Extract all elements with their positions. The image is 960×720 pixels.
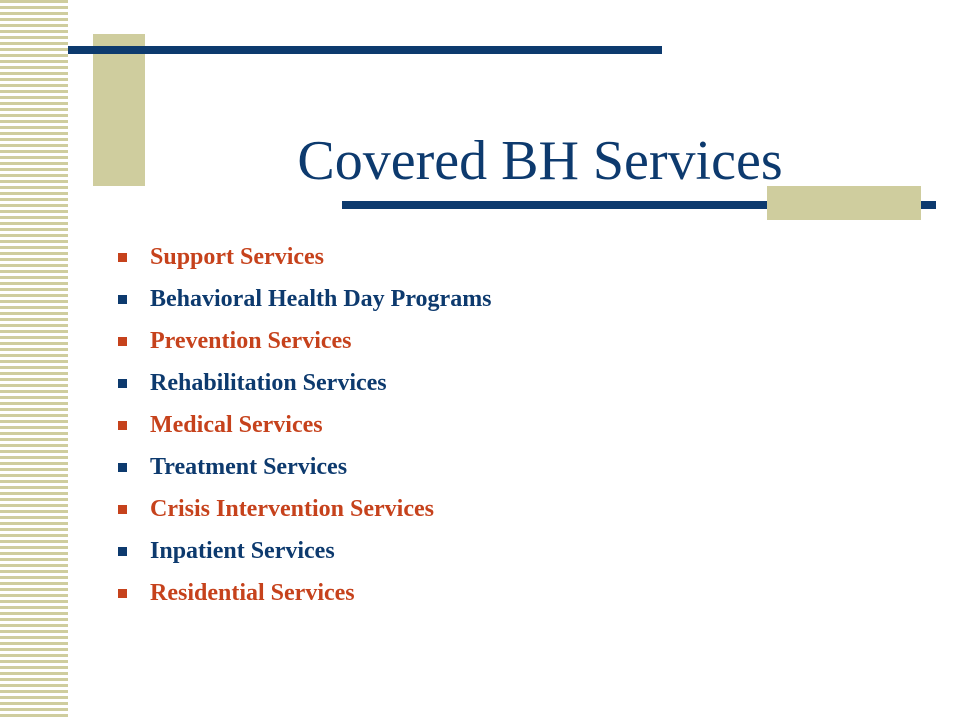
bullet-item: [112, 404, 492, 446]
bullet-label: Residential Services: [150, 579, 355, 606]
bullet-item: [112, 236, 492, 278]
bullet-label: Crisis Intervention Services: [150, 495, 434, 522]
bullet-label: Medical Services: [150, 411, 323, 438]
bullet-item: [112, 320, 492, 362]
square-bullet-icon: [118, 253, 127, 262]
square-bullet-icon: [118, 421, 127, 430]
bullet-label: Treatment Services: [150, 453, 348, 480]
square-bullet-icon: [118, 505, 127, 514]
bullet-item: [112, 572, 492, 614]
slide-title: Covered BH Services: [297, 129, 783, 192]
bullet-item: [112, 488, 492, 530]
square-bullet-icon: [118, 337, 127, 346]
square-bullet-icon: [118, 589, 127, 598]
bullet-label: Support Services: [150, 243, 324, 270]
bullet-label: Rehabilitation Services: [150, 369, 387, 396]
decorative-rule-top: [68, 46, 662, 54]
square-bullet-icon: [118, 463, 127, 472]
square-bullet-icon: [118, 547, 127, 556]
bullet-list: [112, 236, 492, 614]
bullet-label: Behavioral Health Day Programs: [150, 285, 492, 312]
bullet-item: [112, 362, 492, 404]
bullet-item: [112, 278, 492, 320]
bullet-label: Inpatient Services: [150, 537, 335, 564]
bullet-label: Prevention Services: [150, 327, 352, 354]
bullet-item: [112, 446, 492, 488]
bullet-item: [112, 530, 492, 572]
square-bullet-icon: [118, 379, 127, 388]
decorative-stripe-band: [0, 0, 68, 720]
square-bullet-icon: [118, 295, 127, 304]
